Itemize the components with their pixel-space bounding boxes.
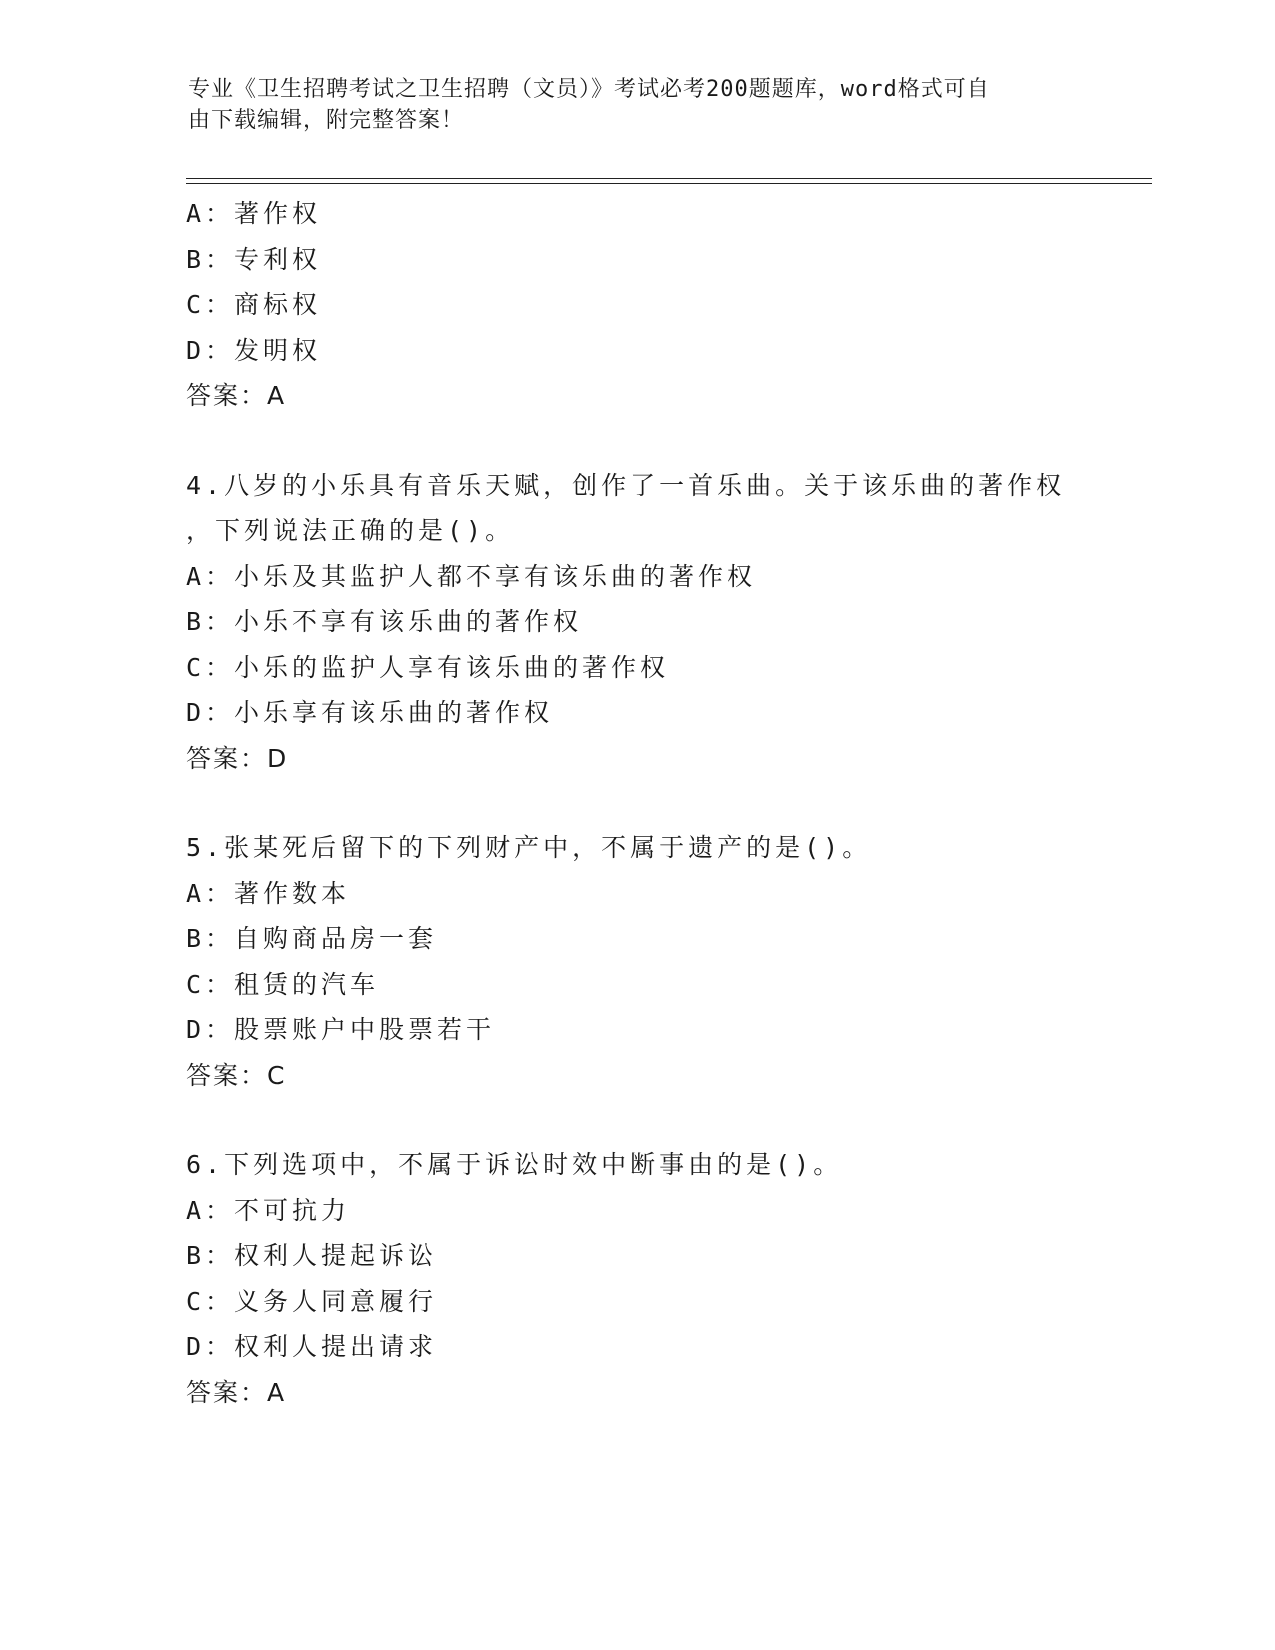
- question-text-line-1: 4.八岁的小乐具有音乐天赋，创作了一首乐曲。关于该乐曲的著作权: [186, 470, 1066, 500]
- option-d: D：发明权: [186, 335, 322, 365]
- option-d: D：权利人提出请求: [186, 1332, 438, 1361]
- option-a: A：著作权: [186, 199, 322, 228]
- answer: 答案：C: [186, 1060, 287, 1090]
- question-list: [186, 191, 1086, 1415]
- header-line-2: 由下载编辑，附完整答案！: [188, 108, 465, 133]
- option-b: B：权利人提起诉讼: [186, 1241, 438, 1270]
- option-a: A：不可抗力: [186, 1195, 351, 1225]
- question-4: [186, 463, 1086, 782]
- question-5: [186, 825, 1086, 1098]
- header-line-1: 专业《卫生招聘考试之卫生招聘（文员）》考试必考200题题库，word格式可自: [188, 77, 990, 102]
- option-d: D：股票账户中股票若干: [186, 1015, 496, 1044]
- option-b: B：小乐不享有该乐曲的著作权: [186, 607, 583, 636]
- option-c: C：商标权: [186, 290, 322, 319]
- option-b: B：自购商品房一套: [186, 924, 438, 953]
- option-a: A：小乐及其监护人都不享有该乐曲的著作权: [186, 561, 757, 591]
- option-c: C：租赁的汽车: [186, 969, 380, 999]
- option-c: C：义务人同意履行: [186, 1286, 438, 1316]
- option-b: B：专利权: [186, 244, 322, 274]
- question-6: [186, 1142, 1086, 1415]
- option-c: C：小乐的监护人享有该乐曲的著作权: [186, 652, 670, 682]
- header-divider-top: [186, 178, 1152, 179]
- question-text-line-2: ，下列说法正确的是()。: [186, 516, 515, 545]
- question-3: [186, 191, 1086, 419]
- header-divider-bottom: [186, 183, 1152, 184]
- answer: 答案：A: [186, 1377, 287, 1407]
- question-text: 6.下列选项中，不属于诉讼时效中断事由的是()。: [186, 1150, 843, 1179]
- document-header: [188, 74, 1068, 136]
- answer: 答案：D: [186, 743, 289, 773]
- option-d: D：小乐享有该乐曲的著作权: [186, 698, 554, 727]
- answer: 答案：A: [186, 381, 287, 410]
- question-text: 5.张某死后留下的下列财产中，不属于遗产的是()。: [186, 833, 872, 862]
- option-a: A：著作数本: [186, 878, 351, 908]
